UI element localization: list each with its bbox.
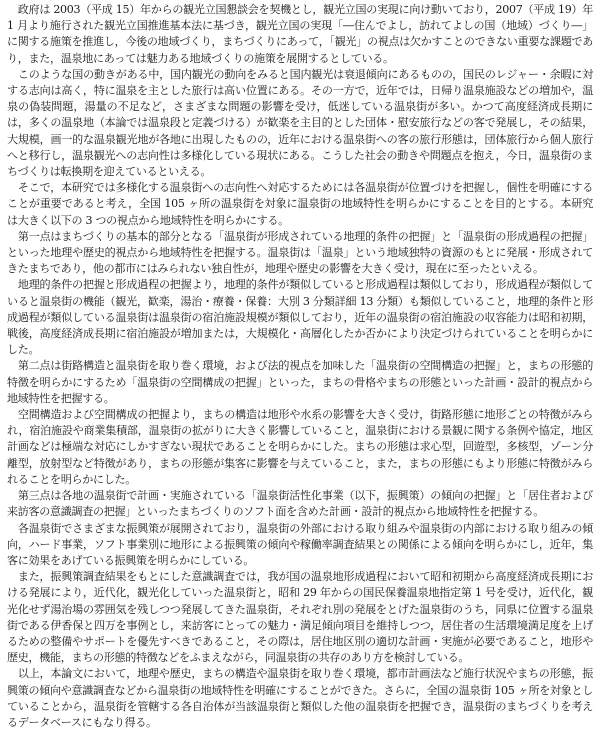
- paragraph-survey-findings: また，振興策調査結果をもとにした意識調査では，我が国の温泉地形成過程において昭和初期から高度経済成長期における発展により，近代化，観光化していった温泉街と，昭和 29 年からの国民保養温泉地指定第 1 号を受け，近代化，観光化せず湯治場の雰囲気を残しつつ発展してきた温泉街，それぞれ別の発展をとげた温泉街のうち，同県に位置する温泉街である伊香保と四万を事例とし，来訪客にとっての魅力・満足傾向項目を維持しつつ，居住者の生活環境満足度を上げるための整備やサポートを優先すべきであること，その際は，居住地区別の適切な計画・実施が必要であること，地形や歴史，機能，まちの形態的特徴などをふまえながら，同温泉街の共存のあり方を検討している。: [7, 570, 593, 665]
- paragraph-policy-background: 政府は 2003（平成 15）年からの観光立国懇談会を契機とし，観光立国の実現に向け動いており，2007（平成 19）年 1 月より施行された観光立国推進基本法に基づき，観光立国の実現「―住んでよし，訪れてよしの国（地域）づくり―」に関する施策を推進し，今後の地域づくり，まちづくりにあって，「観光」の視点は欠かすことのできない重要な課題であり，また，温泉地にあっては魅力ある地域づくりの施策を展開するとしている。: [7, 3, 593, 65]
- paragraph-third-findings: 各温泉街でさまざまな振興策が展開されており，温泉街の外部における取り組みや温泉街の内部における取り組みの傾向，ハード事業，ソフト事業別に地形による振興策の傾向や稼働率調査結果との関係による傾向を明らかにし，近年，集客に効果をあげている振興策を明らかにしている。: [7, 521, 593, 567]
- paragraph-first-viewpoint: 第一点はまちづくりの基本的部分となる「温泉街が形成されている地理的条件の把握」と「温泉街の形成過程の把握」といった地理や歴史的視点から地域特性を把握する。温泉街は「温泉」という地域独特の資源のもとに発展・形成されてきたまちであり，他の都市にはみられない独自性が，地理や歴史の影響を大きく受け，現在に至ったといえる。: [7, 229, 593, 276]
- paragraph-third-viewpoint: 第三点は各地の温泉街で計画・実施されている「温泉街活性化事業（以下，振興策）の傾向の把握」と「居住者および来訪客の意識調査の把握」といったまちづくりのソフト面を含めた計画・設計的視点から地域特性を把握する。: [7, 489, 593, 519]
- paragraph-first-findings: 地理的条件の把握と形成過程の把握より，地理的条件が類似していると形成過程は類似しており，形成過程が類似していると温泉街の機能（観光，歓楽，湯治・療養・保養：大別 3 分類詳細 13 分類）も類似していること，地理的条件と形成過程が類似している温泉街は温泉街の宿泊施設規模が類似しており，近年の温泉街の宿泊施設の収容能力は昭和初期，戦後，高度経済成長期に宿泊施設が増加または，大規模化・高層化したか否かにより決定づけられていることを明らかにした。: [7, 278, 593, 357]
- paragraph-tourism-trends: このような国の動きがある中，国内観光の動向をみると国内観光は衰退傾向にあるものの，国民のレジャー・余暇に対する志向は高く，特に温泉を主とした旅行は高い位置にある。その一方で，近年では，日帰り温泉施設などの増加や，温泉の偽装問題，湯量の不足など，さまざまな問題の影響を受け，低迷している温泉街が多い。かつて高度経済成長期には，多くの温泉地（本論では温泉段と定義づける）が歓楽を主目的とした団体・慰安旅行などの客で発展し，その結果，大規模，画一的な温泉観光地が各地に出現したものの，近年における温泉街への客の旅行形態は，団体旅行から個人旅行へと移行し，温泉観光への志向性は多様化している現状にある。こうした社会の動きや問題点を抱え，今日，温泉街のまちづくりは転換期を迎えているといえる。: [7, 67, 593, 179]
- paragraph-research-purpose: そこで，本研究では多様化する温泉街への志向性へ対応するためには各温泉街が位置づけを把握し，個性を明確にすることが重要であると考え，全国 105 ヶ所の温泉街を対象に温泉街の地域特性を明らかにすることを目的とする。本研究は大きく以下の 3 つの視点から地域特性を明らかにする。: [7, 181, 593, 227]
- paragraph-conclusion: 以上，本論文において，地理や歴史，まちの構造や温泉街を取り巻く環境，都市計画法など施行状況やまちの形態，振興策の傾向や意識調査などから温泉街の地域特性を明確にすることができた。さらに，全国の温泉街 105 ヶ所を対象としていることから，温泉街を管轄する各自治体が当該温泉街と類似した他の温泉街を把握でき，温泉街のまちづくりを考えるデータベースにもなり得る。: [7, 667, 593, 729]
- paragraph-second-findings: 空間構造および空間構成の把握より，まちの構造は地形や水系の影響を大きく受け，街路形態に地形ごとの特徴がみられ，宿泊施設や商業集積部，温泉街の拡がりに大きく影響していること，温泉街における景観に関する条例や協定，地区計画などは極端な対応にしかすぎない現状であることを明らかにした。まちの形態は求心型，回遊型，多核型，ゾーン分離型，放射型など特徴があり，まちの形態が集客に影響を与えていること，また，まちの形態にもより形態に特徴がみられることを明らかにした。: [7, 408, 593, 486]
- paragraph-second-viewpoint: 第二点は街路構造と温泉街を取り巻く環境，および法的視点を加味した「温泉街の空間構造の把握」と，まちの形態的特徴を明らかにするため「温泉街の空間構成の把握」といった，まちの骨格やまちの形態といった計画・設計的視点から地域特性を把握する。: [7, 359, 593, 405]
